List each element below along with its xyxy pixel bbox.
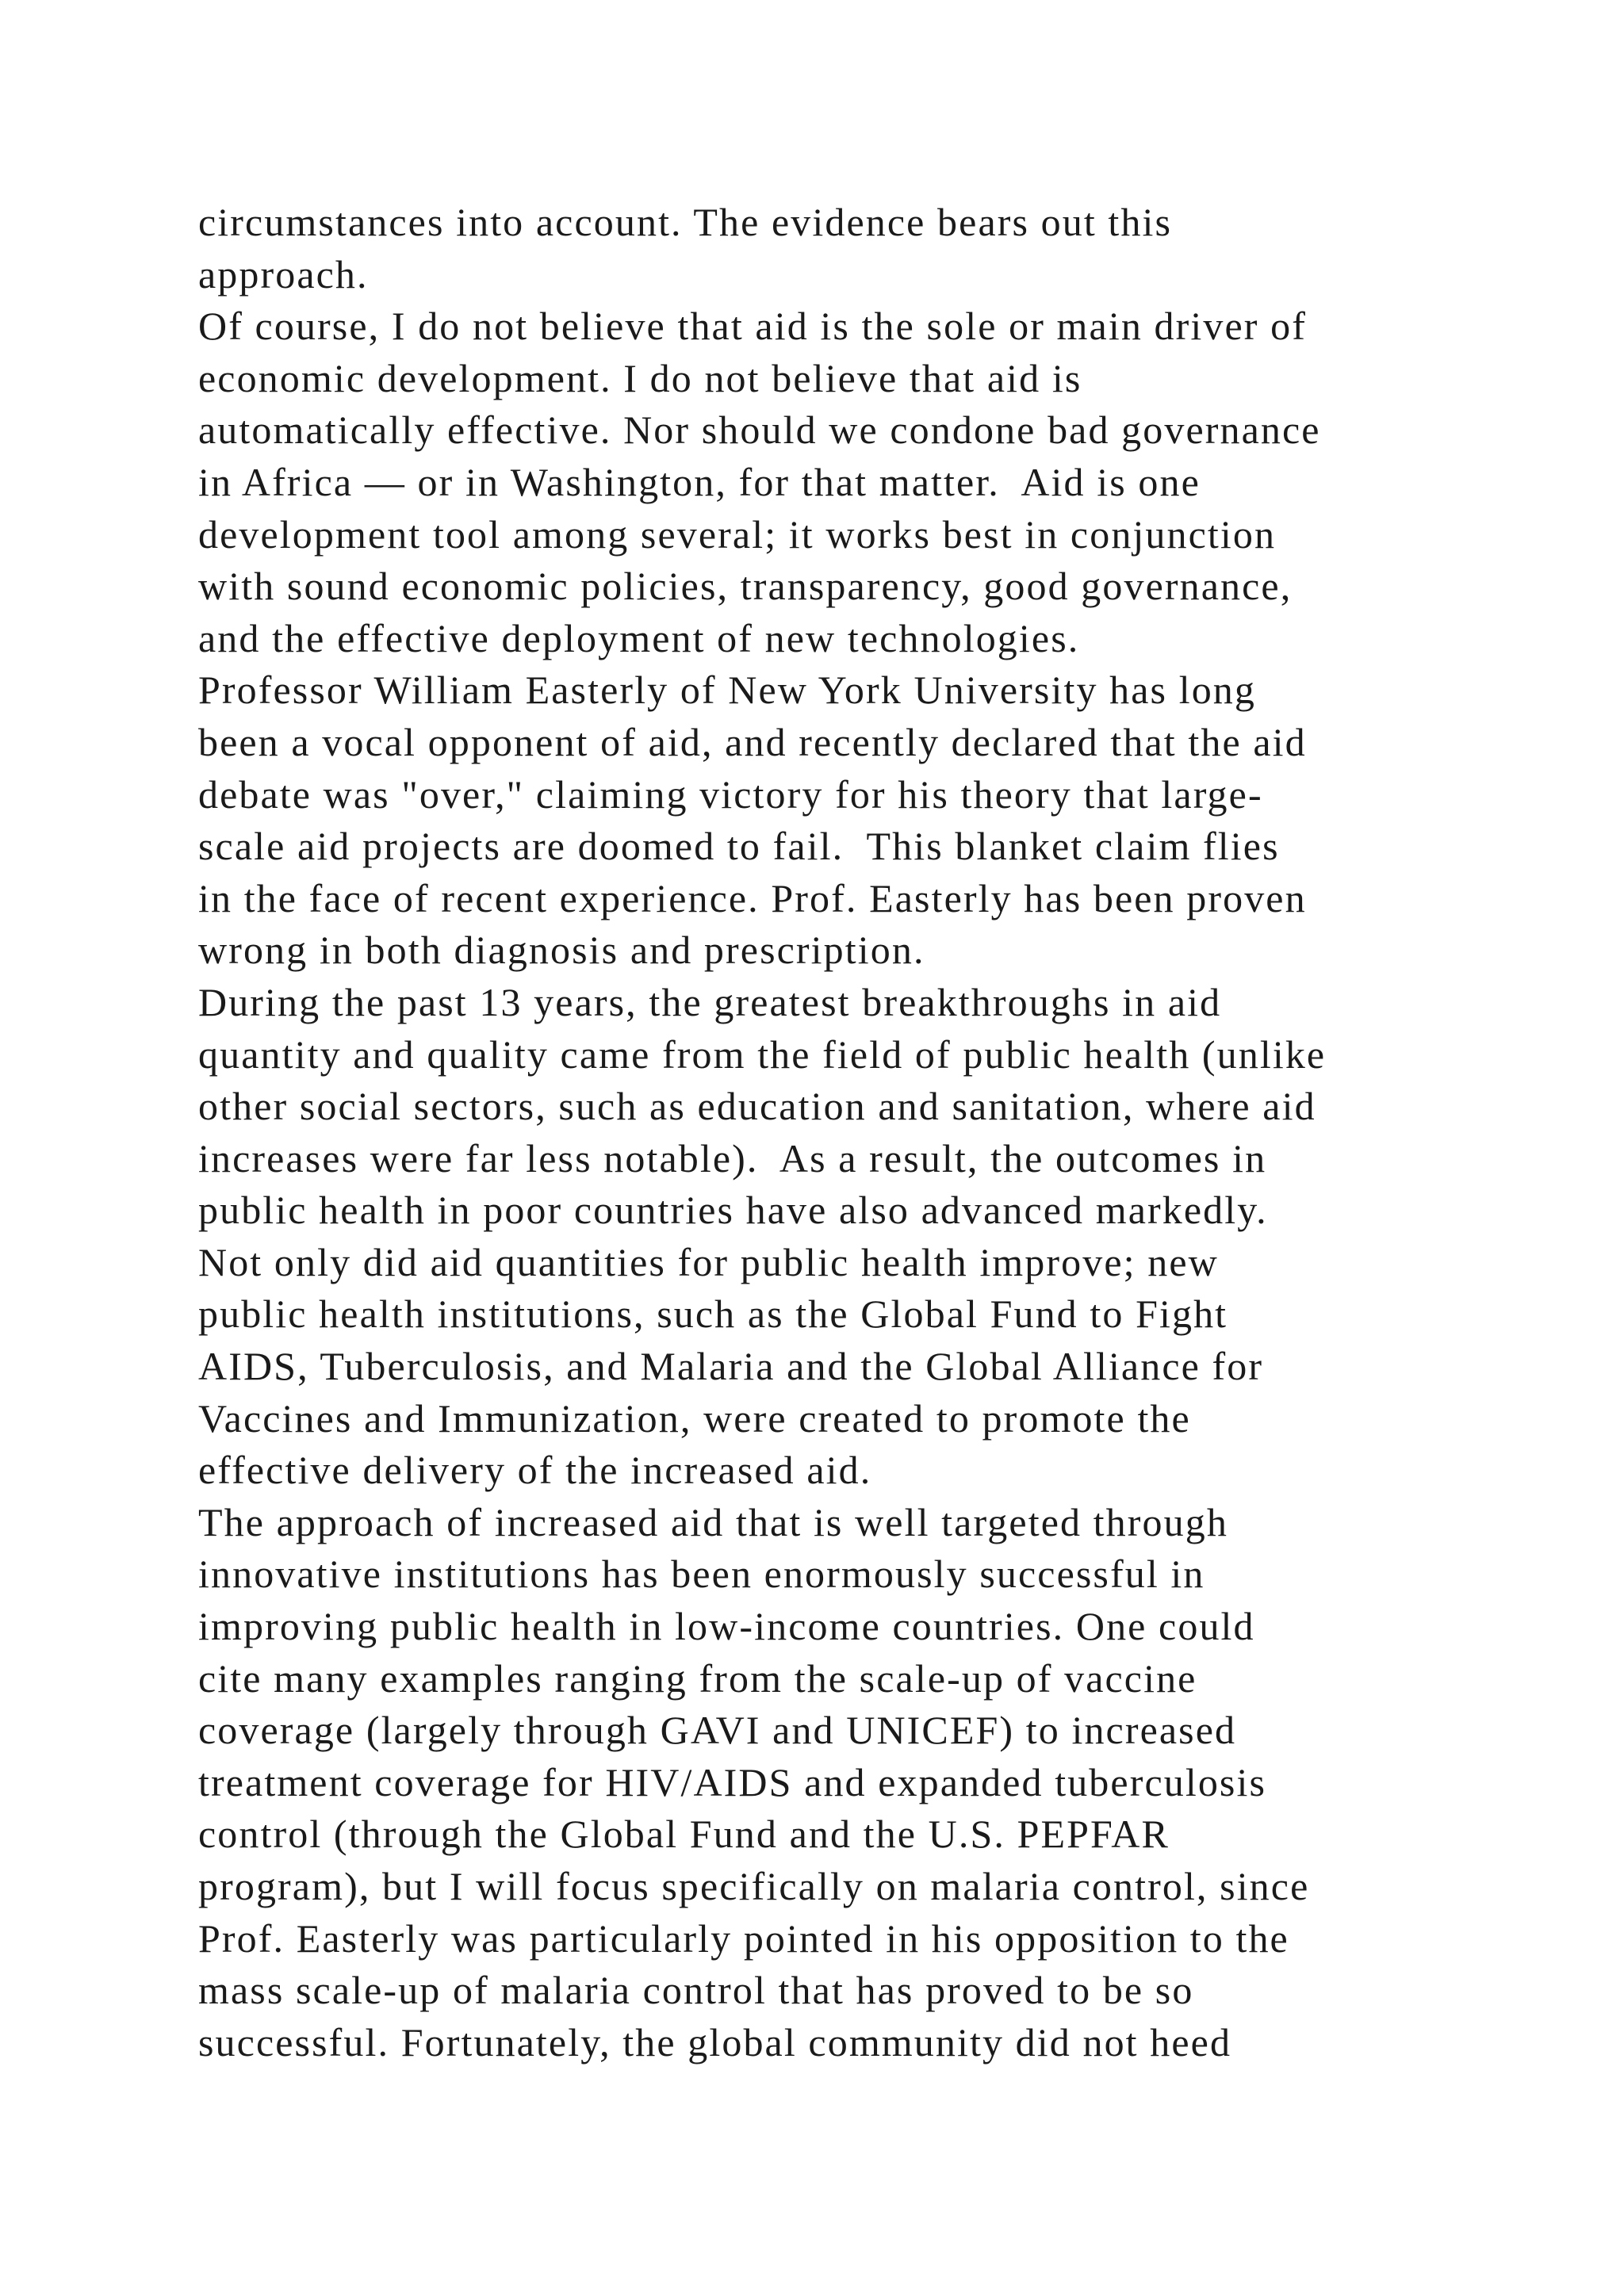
body-text — [198, 197, 1515, 2068]
text-line: public health institutions, such as the Global Fund to Fight — [198, 1292, 1228, 1337]
text-line: treatment coverage for HIV/AIDS and expanded tuberculosis — [198, 1759, 1267, 1804]
text-line: in the face of recent experience. Prof. Easterly has been proven — [198, 875, 1307, 920]
text-line: been a vocal opponent of aid, and recently declared that the aid — [198, 719, 1307, 764]
text-line: innovative institutions has been enormously successful in — [198, 1552, 1205, 1597]
text-line: effective delivery of the increased aid. — [198, 1448, 872, 1493]
text-line: The approach of increased aid that is well targeted through — [198, 1499, 1228, 1544]
text-line: automatically effective. Nor should we condone bad governance — [198, 408, 1321, 453]
text-line: improving public health in low-income countries. One could — [198, 1604, 1255, 1649]
text-line: public health in poor countries have also advanced markedly. — [198, 1188, 1268, 1233]
text-line: Vaccines and Immunization, were created to promote the — [198, 1395, 1191, 1441]
text-line: scale aid projects are doomed to fail. This blanket claim flies — [198, 824, 1280, 869]
text-line: Prof. Easterly was particularly pointed in his opposition to the — [198, 1915, 1289, 1961]
text-line: Not only did aid quantities for public health improve; new — [198, 1239, 1219, 1284]
text-line: circumstances into account. The evidence bears out this — [198, 200, 1173, 244]
text-line: quantity and quality came from the field of public health (unlike — [198, 1031, 1327, 1077]
text-line: mass scale-up of malaria control that has proved to be so — [198, 1968, 1194, 2013]
text-line: debate was "over," claiming victory for his theory that large- — [198, 771, 1263, 817]
text-line: in Africa — or in Washington, for that matter. Aid is one — [198, 459, 1201, 504]
text-line: AIDS, Tuberculosis, and Malaria and the Global Alliance for — [198, 1344, 1264, 1389]
text-line: program), but I will focus specifically on malaria control, since — [198, 1864, 1310, 1908]
text-line: cite many examples ranging from the scale-up of vaccine — [198, 1655, 1197, 1701]
text-line: wrong in both diagnosis and prescription. — [198, 928, 925, 973]
text-line: economic development. I do not believe that aid is — [198, 355, 1082, 400]
text-line: increases were far less notable). As a result, the outcomes in — [198, 1135, 1267, 1181]
text-line: Professor William Easterly of New York University has long — [198, 668, 1257, 713]
text-line: development tool among several; it works best in conjunction — [198, 511, 1277, 557]
text-line: approach. — [198, 251, 369, 297]
text-line: coverage (largely through GAVI and UNICEF) to increased — [198, 1708, 1237, 1753]
text-line: with sound economic policies, transparency, good governance, — [198, 564, 1293, 609]
text-line: control (through the Global Fund and the U.S. PEPFAR — [198, 1812, 1170, 1857]
text-line: successful. Fortunately, the global community did not heed — [198, 2019, 1232, 2064]
text-line: and the effective deployment of new technologies. — [198, 615, 1080, 660]
text-line: Of course, I do not believe that aid is the sole or main driver of — [198, 304, 1307, 349]
text-line: other social sectors, such as education and sanitation, where aid — [198, 1084, 1316, 1129]
text-line: During the past 13 years, the greatest breakthroughs in aid — [198, 979, 1222, 1024]
